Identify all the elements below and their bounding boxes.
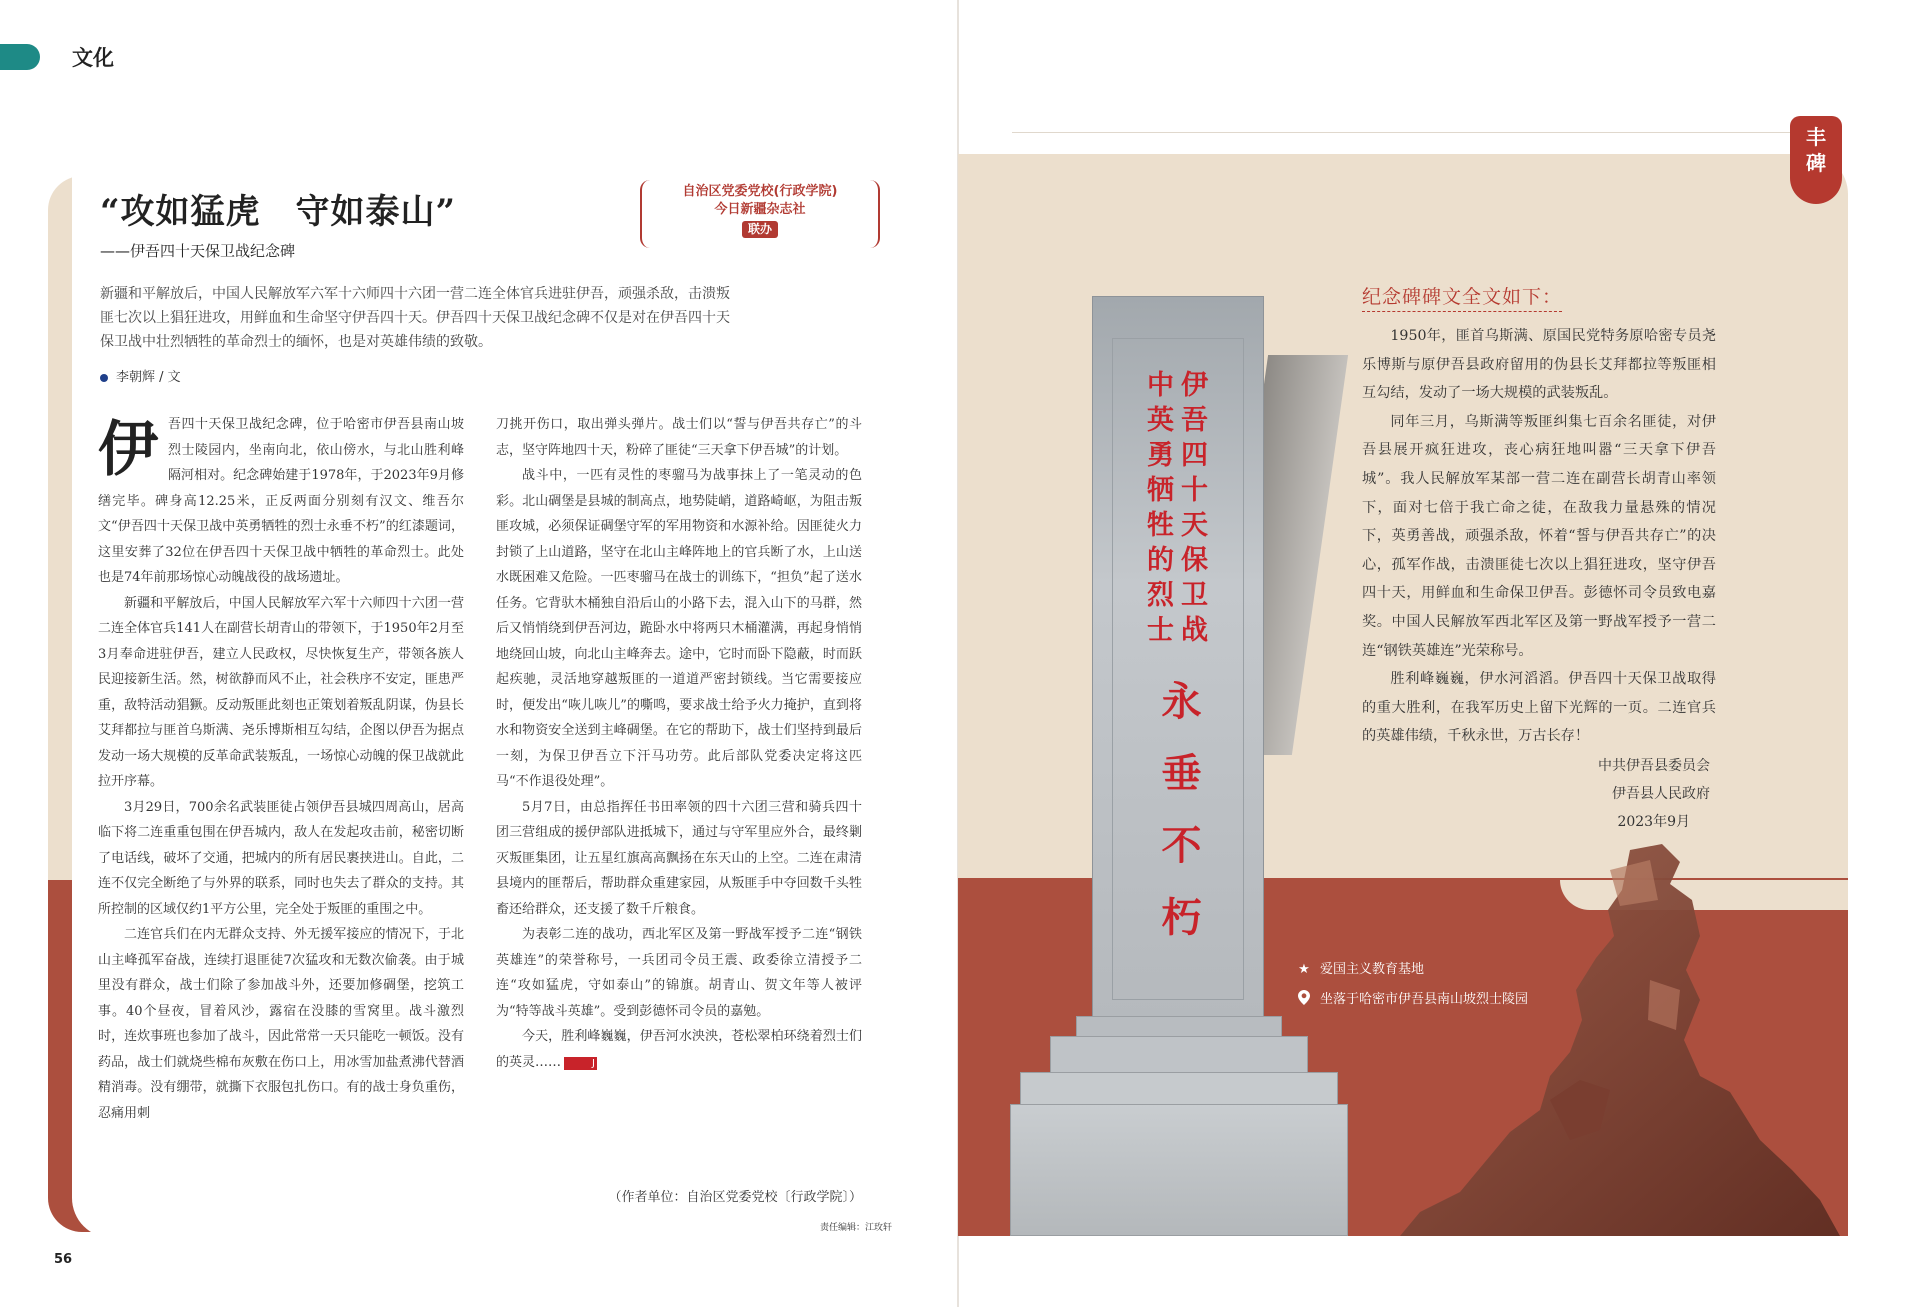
byline: [100, 366, 181, 385]
end-mark-icon: J: [564, 1057, 597, 1070]
signature-date: 2023年9月: [1617, 814, 1690, 830]
bullet-dot-icon: [100, 374, 108, 382]
paragraph: 5月7日，由总指挥任书田率领的四十六团三营和骑兵四十团三营组成的援伊部队进抵城下，通过与守军里应外合，最终剿灭叛匪集团，让五星红旗高高飘扬在东天山的上空。二连在肃清县境内的匪帮后，帮助群众重建家园，从叛匪手中夺回数千头牲畜还给群众，还支援了数千斤粮食。: [496, 799, 862, 917]
article-title: “攻如猛虎 守如泰山”: [100, 192, 457, 232]
paragraph: 吾四十天保卫战纪念碑，位于哈密市伊吾县南山坡烈士陵园内，坐南向北，依山傍水，与北山胜利峰隔河相对。纪念碑始建于1978年，于2023年9月修缮完毕。碑身高12.25米，正反两面分别刻有汉文、维吾尔文“伊吾四十天保卫战中英勇牺牲的烈士永垂不朽”的红漆题词，这里安葬了32位在伊吾四十天保卫战中牺牲的革命烈士。此处也是74年前那场惊心动魄战役的战场遗址。: [98, 417, 464, 585]
drop-cap: 伊: [98, 415, 158, 485]
monument-base-tier-1: [1076, 1016, 1282, 1038]
location-pin-icon: [1296, 985, 1312, 1015]
paragraph: 1950年，匪首乌斯满、原国民党特务原哈密专员尧乐博斯与原伊吾县政府留用的伪县长艾拜都拉等叛匪相互勾结，发动了一场大规模的武装叛乱。: [1362, 328, 1716, 402]
byline-text: 李朝辉 / 文: [116, 370, 181, 385]
author-affiliation: （作者单位：自治区党委党校〔行政学院〕）: [608, 1190, 862, 1205]
paragraph: 3月29日，700余名武装匪徒占领伊吾县城四周高山，居高临下将二连重重包围在伊吾城内，敌人在发起攻击前，秘密切断了电话线，破坏了交通，把城内的所有居民裹挟进山。自此，二连不仅完全断绝了与外界的联系，同时也失去了群众的支持。其所控制的区域仅约1平方公里，完全处于叛匪的重围之中。: [98, 799, 464, 917]
inscription-heading: 纪念碑碑文全文如下：: [1362, 282, 1562, 312]
monument-base-tier-3: [1020, 1072, 1338, 1106]
article-column-1: [98, 412, 464, 1126]
paragraph: [496, 1024, 862, 1075]
paragraph: 新疆和平解放后，中国人民解放军六军十六师四十六团一营二连全体官兵141人在副营长胡青山的带领下，于1950年2月至3月奉命进驻伊吾，建立人民政权，尽快恢复生产，带领各族人民迎接新生活。然，树欲静而风不止，社会秩序不安定，匪患严重，敌特活动猖獗。反动叛匪此刻也正策划着叛乱阴谋，伪县长艾拜都拉与匪首乌斯满、尧乐博斯相互勾结，企图以伊吾为据点发动一场大规模的反革命武装叛乱，一场惊心动魄的保卫战就此拉开序幕。: [98, 595, 464, 789]
monument-inscription-left: 中英勇牺牲的烈士: [1142, 370, 1173, 650]
column-tab: [1790, 116, 1842, 204]
column-tab-char: 丰: [1806, 125, 1826, 149]
section-tab-marker: [0, 44, 40, 70]
star-icon: ★: [1298, 962, 1310, 977]
responsible-editor: 责任编辑：江玫轩: [820, 1223, 893, 1233]
section-label: 文化: [72, 46, 114, 70]
paragraph: 二连官兵们在内无群众支持、外无援军接应的情况下，于北山主峰孤军奋战，连续打退匪徒7次猛攻和无数次偷袭。由于城里没有群众，战士们除了参加战斗外，还要加修碉堡，挖筑工事。40个昼夜，冒着风沙，露宿在没膝的雪窝里。战斗激烈时，连炊事班也参加了战斗，因此常常一天只能吃一顿饭。没有药品，战士们就烧些棉布灰敷在伤口上，用冰雪加盐煮沸代替酒精消毒。没有绷带，就撕下衣服包扎伤口。有的战士身负重伤，忍痛用刺: [98, 927, 464, 1121]
paragraph: 战斗中，一匹有灵性的枣骝马为战事抹上了一笔灵动的色彩。北山碉堡是县城的制高点，地势陡峭，道路崎岖，为阻击叛匪攻城，必须保证碉堡守军的军用物资和水源补给。因匪徒火力封锁了上山道路，坚守在北山主峰阵地上的官兵断了水，上山送水既困难又危险。一匹枣骝马在战士的训练下，“担负”起了送水任务。它背驮木桶独自沿后山的小路下去，混入山下的马群，然后又悄悄绕到伊吾河边，跪卧水中将两只木桶灌满，再起身悄悄地绕回山坡，向北山主峰奔去。途中，它时而卧下隐蔽，时而跃起疾驰，灵活地穿越叛匪的一道道严密封锁线。当它需要接应时，便发出“咴儿咴儿”的嘶鸣，要求战士给予火力掩护，直到将水和物资安全送到主峰碉堡。在它的帮助下，战士们坚持到最后一刻，为保卫伊吾立下汗马功劳。此后部队党委决定将这匹马“不作退役处理”。: [496, 468, 862, 789]
inscription-signature: [1500, 752, 1710, 836]
sponsor-line-1: 自治区党委党校(行政学院): [682, 184, 838, 199]
paragraph: 同年三月，乌斯满等叛匪纠集七百余名匪徒，对伊吾县展开疯狂进攻，丧心病狂地叫嚣“三天拿下伊吾城”。我人民解放军某部一营二连在副营长胡青山率领下，面对七倍于我亡命之徒，在敌我力量悬殊的情况下，英勇善战，顽强杀敌，怀着“誓与伊吾共存亡”的决心，孤军作战，击溃匪徒七次以上猖狂进攻，坚守伊吾四十天，用鲜血和生命保卫伊吾。彭德怀司令员致电嘉奖。中国人民解放军西北军区及第一野战军授予一营二连“钢铁英雄连”光荣称号。: [1362, 413, 1716, 659]
sponsor-box: [640, 180, 880, 248]
soldier-sculpture-image: [1400, 840, 1850, 1236]
article-column-2: [496, 412, 862, 1075]
signature-line: 中共伊吾县委员会: [1598, 758, 1710, 774]
paragraph: 为表彰二连的战功，西北军区及第一野战军授予二连“钢铁英雄连”的荣誉称号，一兵团司令员王震、政委徐立清授予二连“攻如猛虎，守如泰山”的锦旗。胡青山、贺文年等人被评为“特等战斗英雄”。受到彭德怀司令员的嘉勉。: [496, 927, 862, 1019]
page-number: 56: [54, 1252, 73, 1267]
sponsor-badge: 联办: [742, 221, 778, 238]
monument-inscription-right: 伊吾四十天保卫战: [1176, 370, 1207, 650]
article-subtitle: ——伊吾四十天保卫战纪念碑: [100, 242, 296, 260]
closing-paragraph-text: 今天，胜利峰巍巍，伊吾河水泱泱，苍松翠柏环绕着烈士们的英灵……: [496, 1029, 862, 1070]
monument-inscription-main: 永垂不朽: [1155, 680, 1202, 968]
column-tab-char: 碑: [1806, 151, 1826, 175]
article-intro: 新疆和平解放后，中国人民解放军六军十六师四十六团一营二连全体官兵进驻伊吾，顽强杀敌，击溃叛匪七次以上猖狂进攻，用鲜血和生命坚守伊吾四十天。伊吾四十天保卫战纪念碑不仅是对在伊吾四十天保卫战中壮烈牺牲的革命烈士的缅怀，也是对英雄伟绩的致敬。: [100, 286, 730, 350]
signature-line: 伊吾县人民政府: [1612, 786, 1710, 802]
monument-base-tier-2: [1050, 1036, 1308, 1074]
paragraph: 刀挑开伤口，取出弹头弹片。战士们以“誓与伊吾共存亡”的斗志，坚守阵地四十天，粉碎了匪徒“三天拿下伊吾城”的计划。: [496, 417, 862, 458]
sponsor-line-2: 今日新疆杂志社: [714, 202, 806, 217]
inscription-fulltext: [1362, 322, 1716, 751]
paragraph: 胜利峰巍巍，伊水河滔滔。伊吾四十天保卫战取得的重大胜利，在我军历史上留下光辉的一页。二连官兵的英雄伟绩，千秋永世，万古长存！: [1362, 671, 1716, 745]
monument-base-tier-4: [1010, 1104, 1348, 1236]
site-info-text: 爱国主义教育基地: [1320, 962, 1425, 977]
site-info-text: 坐落于哈密市伊吾县南山坡烈士陵园: [1320, 992, 1529, 1007]
